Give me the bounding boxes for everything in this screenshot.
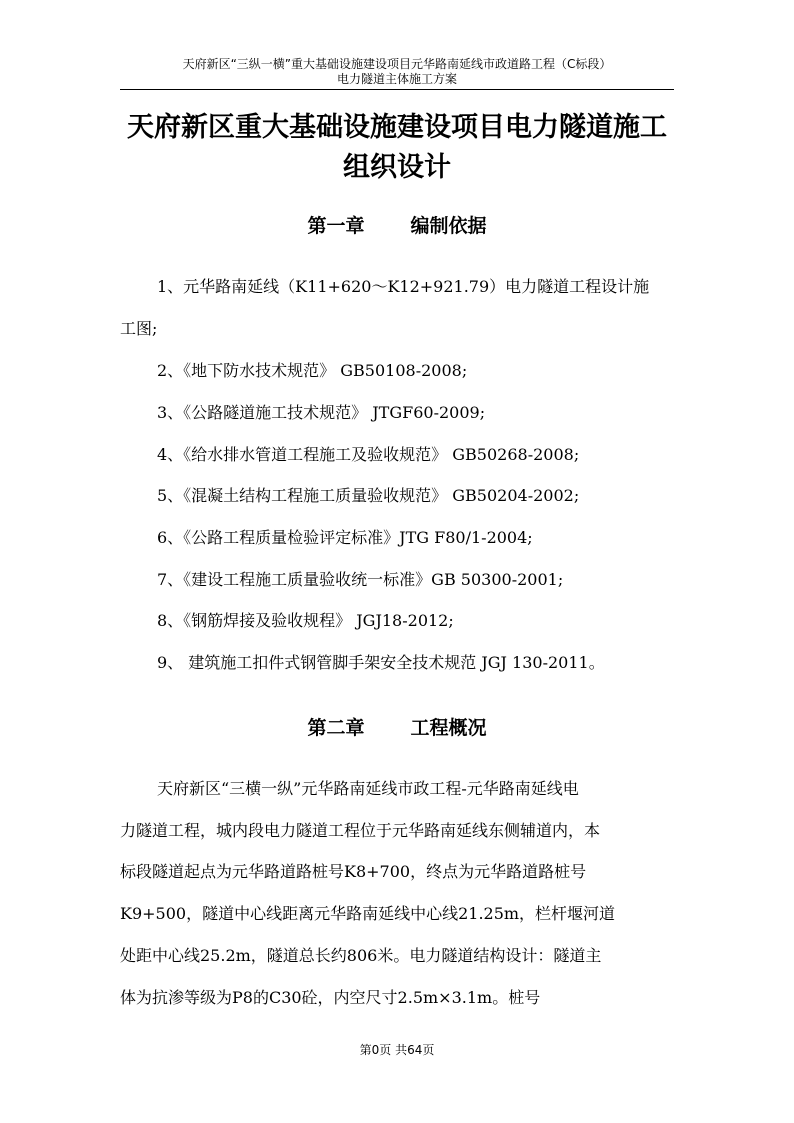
basis-item-1-cont: 工图; <box>120 319 158 338</box>
running-header-line2: 电力隧道主体施工方案 <box>336 72 457 86</box>
page-footer: 第0页 共64页 <box>359 1043 435 1057</box>
header-rule <box>120 89 674 90</box>
basis-item-3: 3、《公路隧道施工技术规范》 JTGF60-2009; <box>157 403 486 422</box>
basis-item-9: 9、 建筑施工扣件式钢管脚手架安全技术规范 JGJ 130-2011。 <box>157 653 605 672</box>
overview-line-4: K9+500，隧道中心线距离元华路南延线中心线21.25m，栏杆堰河道 <box>120 904 616 923</box>
overview-line-3: 标段隧道起点为元华路道路桩号K8+700，终点为元华路道路桩号 <box>120 862 587 881</box>
basis-item-7: 7、《建设工程施工质量验收统一标准》GB 50300-2001; <box>157 570 564 589</box>
overview-line-2: 力隧道工程，城内段电力隧道工程位于元华路南延线东侧辅道内，本 <box>120 821 601 840</box>
basis-item-4: 4、《给水排水管道工程施工及验收规范》 GB50268-2008; <box>157 445 580 464</box>
chapter1-heading <box>120 211 674 238</box>
running-header-line1: 天府新区“三纵一横”重大基础设施建设项目元华路南延线市政道路工程（C标段） <box>182 57 612 71</box>
basis-item-2: 2、《地下防水技术规范》 GB50108-2008; <box>157 361 468 380</box>
chapter2-heading <box>120 713 674 740</box>
basis-item-6: 6、《公路工程质量检验评定标准》JTG F80/1-2004; <box>157 528 533 547</box>
overview-line-5: 处距中心线25.2m，隧道总长约806米。电力隧道结构设计：隧道主 <box>120 946 602 965</box>
chapter2-name: 工程概况 <box>410 717 487 739</box>
document-title-line2: 组织设计 <box>343 152 451 183</box>
document-title-line1: 天府新区重大基础设施建设项目电力隧道施工 <box>127 112 667 143</box>
basis-item-5: 5、《混凝土结构工程施工质量验收规范》 GB50204-2002; <box>157 486 580 505</box>
basis-item-1: 1、元华路南延线（K11+620～K12+921.79）电力隧道工程设计施 <box>157 277 650 296</box>
chapter1-number: 第一章 <box>307 215 365 237</box>
overview-line-6: 体为抗渗等级为P8的C30砼，内空尺寸2.5m×3.1m。桩号 <box>120 988 541 1007</box>
chapter1-name: 编制依据 <box>410 215 487 237</box>
chapter2-number: 第二章 <box>307 717 365 739</box>
basis-item-8: 8、《钢筋焊接及验收规程》 JGJ18-2012; <box>157 611 454 630</box>
overview-line-1: 天府新区“三横一纵”元华路南延线市政工程-元华路南延线电 <box>157 779 579 798</box>
